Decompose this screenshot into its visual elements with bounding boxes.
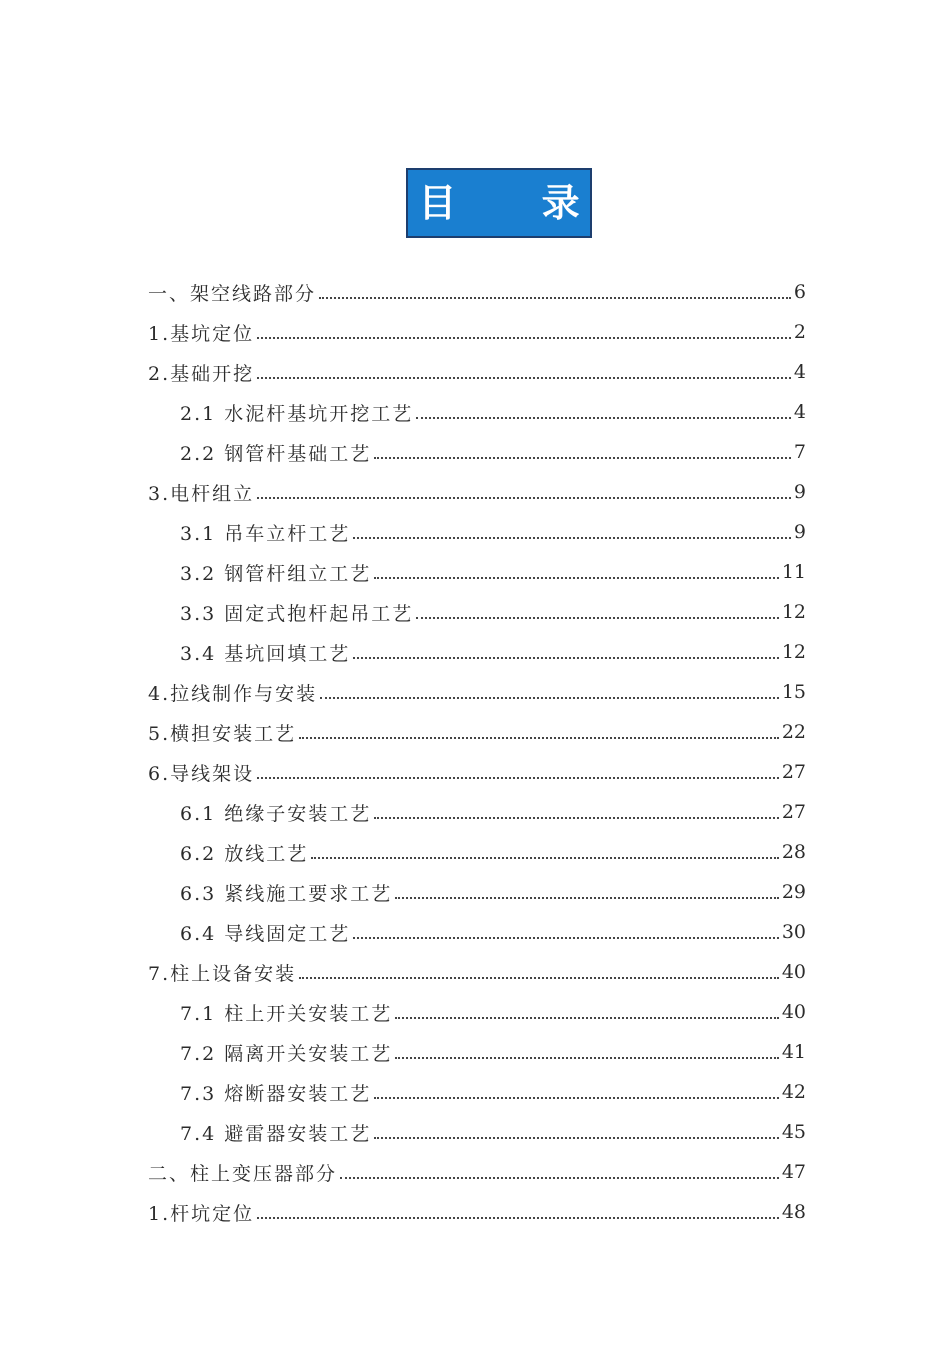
toc-entry[interactable]: [148, 1032, 806, 1072]
toc-entry-page-number: 9: [793, 481, 806, 503]
toc-entry-page-number: 11: [781, 561, 806, 583]
toc-dot-leader: [257, 377, 791, 379]
toc-entry[interactable]: [148, 872, 806, 912]
toc-entry[interactable]: [148, 512, 806, 552]
toc-dot-leader: [257, 1217, 779, 1219]
toc-entry-label: 6.1 绝缘子安装工艺: [180, 802, 372, 825]
toc-dot-leader: [257, 337, 791, 339]
toc-entry-page-number: 41: [781, 1041, 806, 1063]
toc-entry[interactable]: [148, 952, 806, 992]
toc-entry[interactable]: [148, 1112, 806, 1152]
toc-dot-leader: [320, 697, 779, 699]
toc-dot-leader: [353, 937, 779, 939]
toc-dot-leader: [416, 617, 779, 619]
toc-entry-label: 7.2 隔离开关安装工艺: [180, 1042, 393, 1065]
toc-entry[interactable]: [148, 752, 806, 792]
toc-dot-leader: [395, 1017, 779, 1019]
toc-dot-leader: [311, 857, 779, 859]
toc-entry-label: 二、柱上变压器部分: [148, 1162, 338, 1185]
toc-dot-leader: [395, 1057, 779, 1059]
toc-entry-page-number: 7: [793, 441, 806, 463]
toc-entry-page-number: 29: [781, 881, 806, 903]
toc-entry-label: 3.2 钢管杆组立工艺: [180, 562, 372, 585]
toc-entry[interactable]: [148, 272, 806, 312]
toc-entry-label: 3.1 吊车立杆工艺: [180, 522, 351, 545]
toc-dot-leader: [299, 737, 779, 739]
toc-entry-label: 6.导线架设: [148, 762, 255, 785]
toc-entry-page-number: 45: [781, 1121, 806, 1143]
toc-entry-label: 5.横担安装工艺: [148, 722, 297, 745]
toc-entry-label: 3.3 固定式抱杆起吊工艺: [180, 602, 414, 625]
toc-entry-label: 3.电杆组立: [148, 482, 255, 505]
toc-entry[interactable]: [148, 712, 806, 752]
toc-entry-label: 7.4 避雷器安装工艺: [180, 1122, 372, 1145]
toc-dot-leader: [257, 777, 779, 779]
toc-entry-label: 6.3 紧线施工要求工艺: [180, 882, 393, 905]
toc-entry-label: 1.基坑定位: [148, 322, 255, 345]
toc-entry[interactable]: [148, 352, 806, 392]
toc-title-box: [406, 168, 616, 238]
toc-entry-page-number: 47: [781, 1161, 806, 1183]
toc-entry-label: 2.2 钢管杆基础工艺: [180, 442, 372, 465]
toc-entry[interactable]: [148, 1192, 806, 1232]
toc-dot-leader: [353, 537, 791, 539]
toc-dot-leader: [416, 417, 791, 419]
toc-entry[interactable]: [148, 1152, 806, 1192]
toc-entry-label: 2.基础开挖: [148, 362, 255, 385]
toc-entry[interactable]: [148, 632, 806, 672]
toc-entry[interactable]: [148, 312, 806, 352]
toc-dot-leader: [374, 817, 779, 819]
toc-entry[interactable]: [148, 392, 806, 432]
toc-entry-page-number: 4: [793, 401, 806, 423]
toc-entry[interactable]: [148, 792, 806, 832]
toc-entry-page-number: 12: [781, 641, 806, 663]
toc-entry-label: 6.2 放线工艺: [180, 842, 309, 865]
toc-entry-label: 7.1 柱上开关安装工艺: [180, 1002, 393, 1025]
toc-entry-label: 4.拉线制作与安装: [148, 682, 318, 705]
toc-entry[interactable]: [148, 592, 806, 632]
toc-entry-page-number: 27: [781, 801, 806, 823]
toc-entry-label: 3.4 基坑回填工艺: [180, 642, 351, 665]
toc-entry-page-number: 4: [793, 361, 806, 383]
toc-entry-label: 7.柱上设备安装: [148, 962, 297, 985]
toc-entry-page-number: 9: [793, 521, 806, 543]
toc-entry[interactable]: [148, 552, 806, 592]
toc-entry-page-number: 12: [781, 601, 806, 623]
toc-entry-label: 1.杆坑定位: [148, 1202, 255, 1225]
toc-dot-leader: [340, 1177, 779, 1179]
toc-entry-page-number: 6: [793, 281, 806, 303]
toc-dot-leader: [374, 1137, 779, 1139]
toc-entry-page-number: 30: [781, 921, 806, 943]
toc-entry[interactable]: [148, 832, 806, 872]
toc-entry[interactable]: [148, 472, 806, 512]
toc-entry-page-number: 15: [781, 681, 806, 703]
toc-entry-page-number: 2: [793, 321, 806, 343]
toc-dot-leader: [374, 1097, 779, 1099]
toc-entry[interactable]: [148, 992, 806, 1032]
toc-entry-label: 2.1 水泥杆基坑开挖工艺: [180, 402, 414, 425]
page-title: 目 录: [418, 181, 616, 225]
toc-entry-page-number: 22: [781, 721, 806, 743]
toc-entry[interactable]: [148, 1072, 806, 1112]
toc-entry-label: 7.3 熔断器安装工艺: [180, 1082, 372, 1105]
toc-entry[interactable]: [148, 432, 806, 472]
toc-dot-leader: [319, 297, 791, 299]
toc-dot-leader: [353, 657, 779, 659]
toc-dot-leader: [395, 897, 779, 899]
toc-dot-leader: [374, 577, 779, 579]
toc-entry-page-number: 40: [781, 1001, 806, 1023]
toc-entry[interactable]: [148, 672, 806, 712]
toc-entry-page-number: 48: [781, 1201, 806, 1223]
toc-entry-page-number: 28: [781, 841, 806, 863]
toc-entry-label: 6.4 导线固定工艺: [180, 922, 351, 945]
toc-entry-page-number: 40: [781, 961, 806, 983]
toc-entry[interactable]: [148, 912, 806, 952]
toc-dot-leader: [374, 457, 791, 459]
toc-entry-label: 一、架空线路部分: [148, 282, 317, 305]
toc-dot-leader: [257, 497, 791, 499]
toc-entry-page-number: 42: [781, 1081, 806, 1103]
table-of-contents: [148, 272, 806, 1232]
toc-entry-page-number: 27: [781, 761, 806, 783]
toc-dot-leader: [299, 977, 779, 979]
